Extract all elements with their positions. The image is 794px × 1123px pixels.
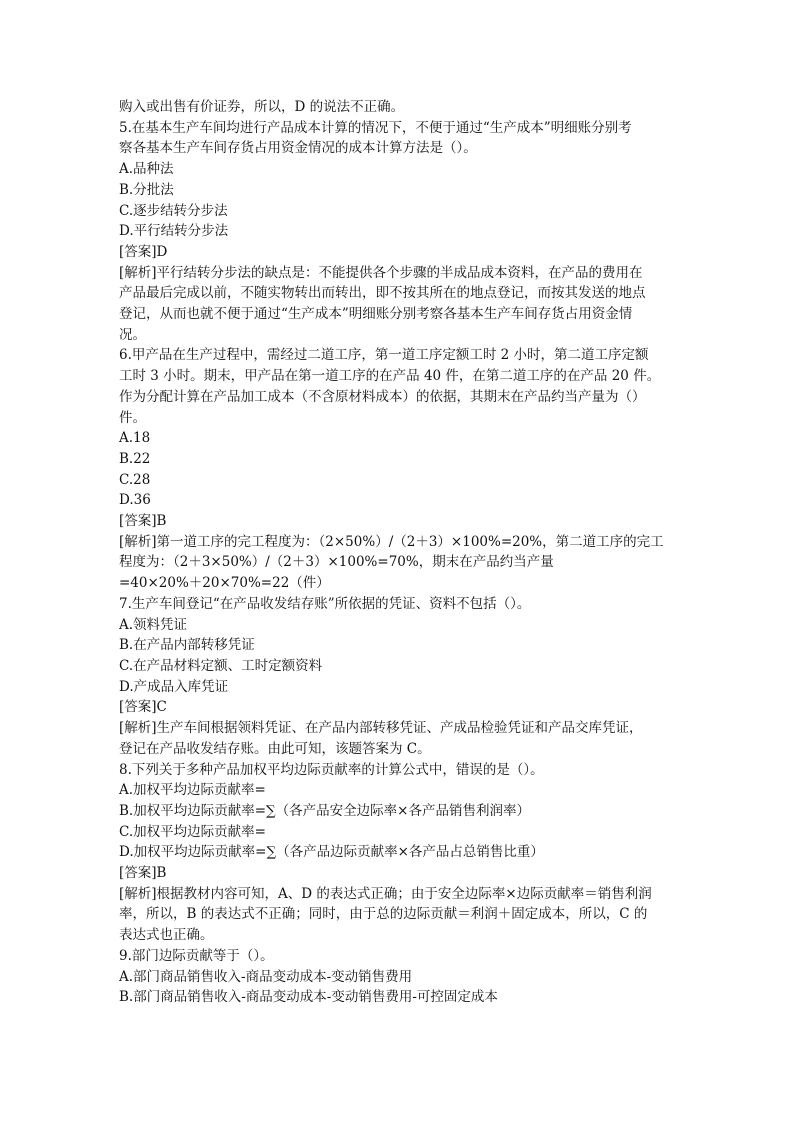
question-6-text: 作为分配计算在产品加工成本（不含原材料成本）的依据，其期末在产品约当产量为（）: [119, 388, 646, 405]
question-5-text: 察各基本生产车间存货占用资金情况的成本计算方法是（）。: [119, 140, 477, 157]
analysis-text: 程度为：（2＋3×50%）/（2＋3）×100%=70%，期末在产品约当产量: [119, 554, 554, 571]
option-c: C.逐步结转分步法: [119, 202, 228, 219]
analysis-text: =40×20%＋20×70%=22（件）: [119, 575, 330, 592]
question-6-text: 6.甲产品在生产过程中，需经过二道工序，第一道工序定额工时 2 小时，第二道工序定额: [119, 347, 649, 364]
analysis-text: 登记在产品收发结存账。由此可知，该题答案为 C。: [119, 740, 431, 757]
option-a: A.领料凭证: [119, 616, 188, 633]
analysis-text: [解析]根据教材内容可知，A、D 的表达式正确；由于安全边际率×边际贡献率＝销售利润: [119, 885, 652, 902]
analysis-text: 登记，从而也就不便于通过“生产成本”明细账分别考察各基本生产车间存货占用资金情: [119, 306, 633, 323]
question-8-text: 8.下列关于多种产品加权平均边际贡献率的计算公式中，错误的是（）。: [119, 761, 544, 778]
option-b: B.22: [119, 450, 151, 467]
option-c: C.在产品材料定额、工时定额资料: [119, 657, 323, 674]
option-c: C.加权平均边际贡献率=: [119, 823, 266, 840]
document-page: [119, 97, 679, 1008]
option-c: C.28: [119, 471, 151, 488]
analysis-text: [解析]平行结转分步法的缺点是：不能提供各个步骤的半成品成本资料，在产品的费用在: [119, 264, 643, 281]
option-d: D.产成品入库凭证: [119, 678, 229, 695]
answer-label: [答案]B: [119, 865, 167, 882]
analysis-text: 况。: [119, 326, 146, 343]
option-b: B.部门商品销售收入-商品变动成本-变动销售费用-可控固定成本: [119, 989, 498, 1006]
analysis-text: [解析]生产车间根据领料凭证、在产品内部转移凭证、产成品检验凭证和产品交库凭证，: [119, 720, 643, 737]
analysis-text: [解析]第一道工序的完工程度为：（2×50%）/（2＋3）×100%=20%，第二道工序的完工: [119, 533, 664, 550]
option-d: D.平行结转分步法: [119, 223, 229, 240]
analysis-text: 率，所以，B 的表达式不正确；同时，由于总的边际贡献＝利润＋固定成本，所以，C 的: [119, 906, 648, 923]
option-a: A.品种法: [119, 161, 174, 178]
question-6-text: 件。: [119, 409, 146, 426]
answer-label: [答案]D: [119, 243, 168, 260]
option-b: B.分批法: [119, 181, 174, 198]
option-b: B.加权平均边际贡献率=∑（各产品安全边际率×各产品销售利润率）: [119, 802, 530, 819]
question-7-text: 7.生产车间登记“在产品收发结存账”所依据的凭证、资料不包括（）。: [119, 595, 531, 612]
analysis-text: 表达式也正确。: [119, 927, 214, 944]
option-a: A.部门商品销售收入-商品变动成本-变动销售费用: [119, 968, 413, 985]
option-a: A.18: [119, 430, 151, 447]
option-a: A.加权平均边际贡献率=: [119, 782, 266, 799]
option-d: D.36: [119, 492, 151, 509]
question-5-text: 5.在基本生产车间均进行产品成本计算的情况下，不便于通过“生产成本”明细账分别考: [119, 119, 632, 136]
answer-label: [答案]C: [119, 699, 167, 716]
question-6-text: 工时 3 小时。期末，甲产品在第一道工序的在产品 40 件，在第二道工序的在产品 20 件。: [119, 368, 661, 385]
option-b: B.在产品内部转移凭证: [119, 637, 255, 654]
analysis-text: 产品最后完成以前，不随实物转出而转出，即不按其所在的地点登记，而按其发送的地点: [119, 285, 646, 302]
question-9-text: 9.部门边际贡献等于（）。: [119, 947, 274, 964]
option-d: D.加权平均边际贡献率=∑（各产品边际贡献率×各产品占总销售比重）: [119, 844, 544, 861]
answer-label: [答案]B: [119, 513, 167, 530]
text-line: 购入或出售有价证券，所以，D 的说法不正确。: [119, 99, 405, 115]
